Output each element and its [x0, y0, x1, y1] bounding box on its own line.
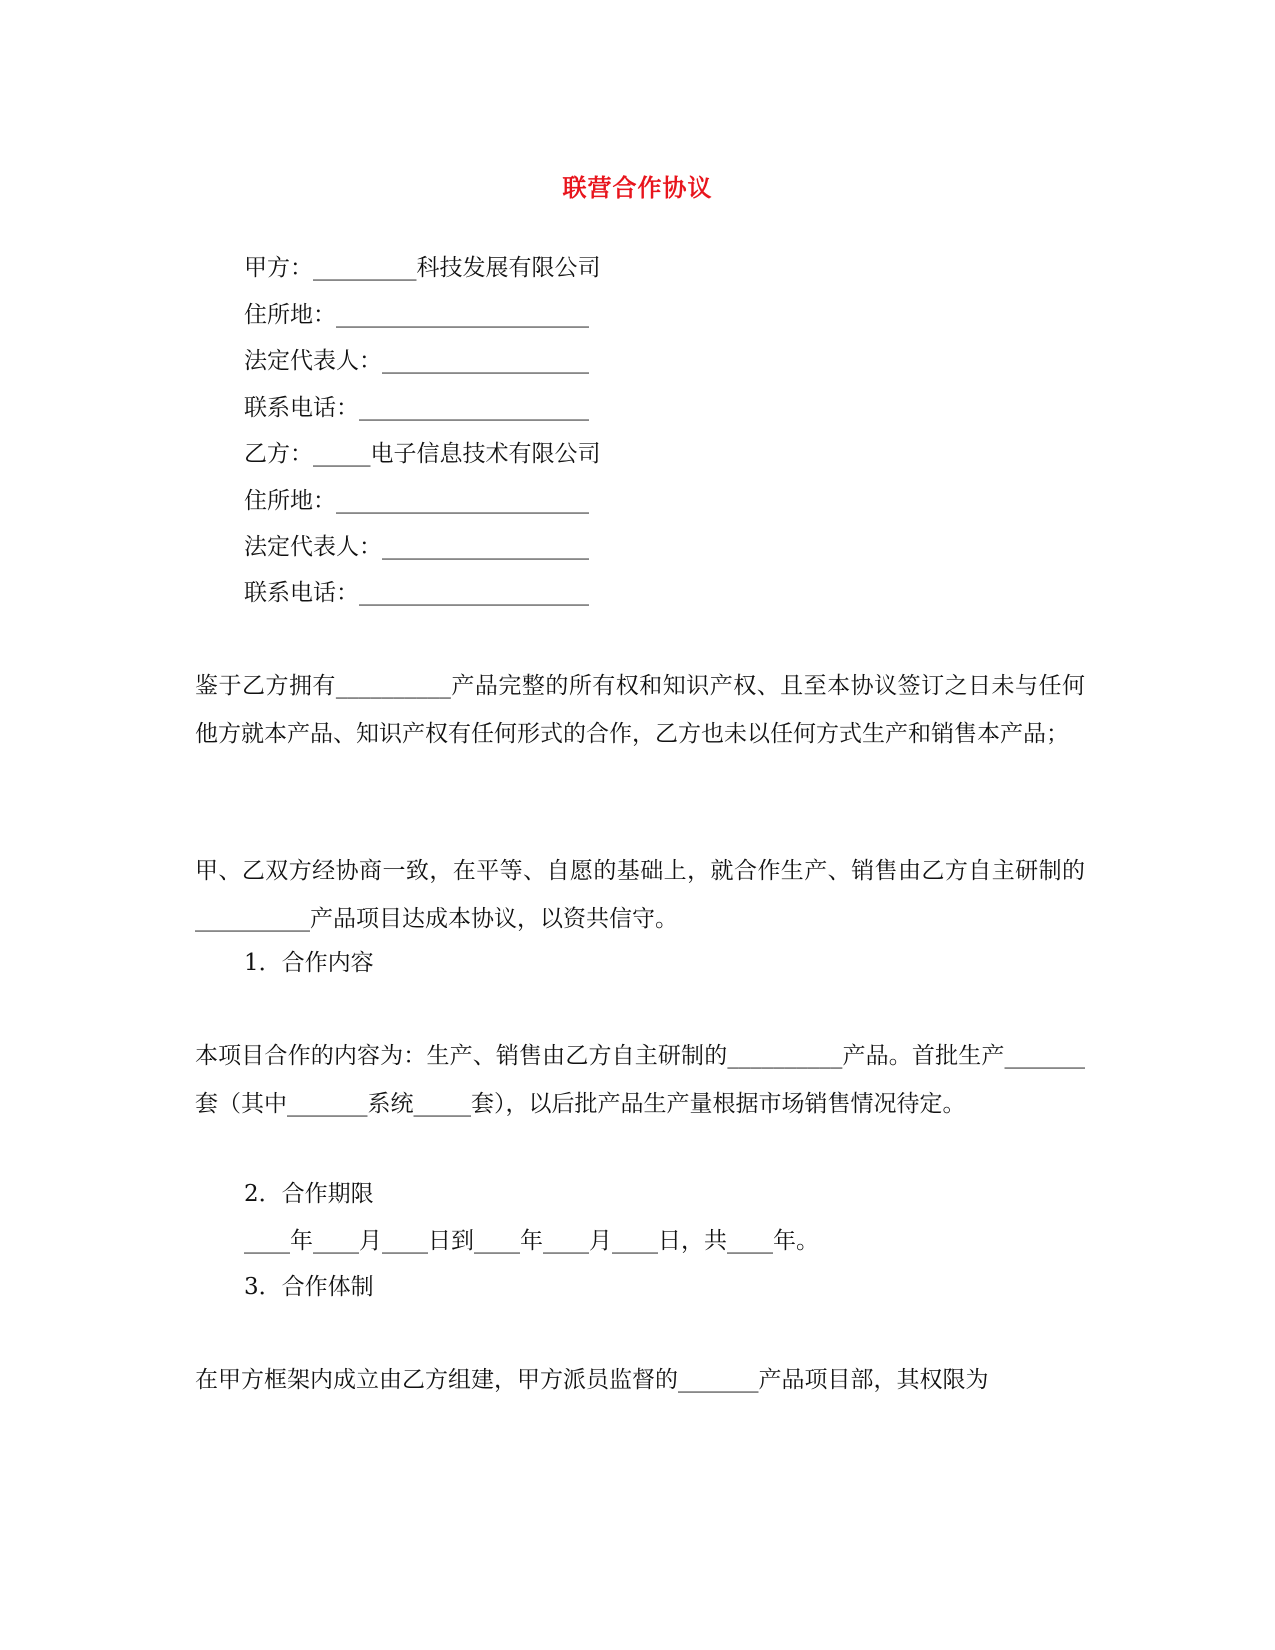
party-b-name: 乙方：_____电子信息技术有限公司 [244, 441, 601, 467]
section-3-body: 在甲方框架内成立由乙方组建，甲方派员监督的_______产品项目部，其权限为 [195, 1367, 989, 1393]
section-2-heading: 2．合作期限 [244, 1181, 374, 1207]
party-a-legal-rep: 法定代表人：__________________ [244, 348, 589, 374]
agreement-paragraph: 甲、乙双方经协商一致，在平等、自愿的基础上，就合作生产、销售由乙方自主研制的__________产品项目达成本协议，以资共信守。 [195, 858, 1085, 932]
party-a-name: 甲方：_________科技发展有限公司 [244, 255, 601, 281]
section-2-body: ____年____月____日到____年____月____日，共____年。 [244, 1228, 819, 1254]
party-b-legal-rep: 法定代表人：__________________ [244, 534, 589, 560]
section-3-heading: 3．合作体制 [244, 1274, 374, 1300]
document-title: 联营合作协议 [562, 173, 713, 202]
section-1-heading: 1．合作内容 [244, 950, 374, 976]
party-b-phone: 联系电话：____________________ [244, 580, 589, 606]
party-a-phone: 联系电话：____________________ [244, 395, 589, 421]
party-b-address: 住所地：______________________ [244, 488, 589, 514]
party-a-address: 住所地：______________________ [244, 302, 589, 328]
whereas-paragraph: 鉴于乙方拥有__________产品完整的所有权和知识产权、且至本协议签订之日未与任何他方就本产品、知识产权有任何形式的合作，乙方也未以任何方式生产和销售本产品； [195, 673, 1085, 747]
section-1-body: 本项目合作的内容为：生产、销售由乙方自主研制的__________产品。首批生产_______套（其中_______系统_____套），以后批产品生产量根据市场销售情况待定。 [195, 1043, 1085, 1117]
